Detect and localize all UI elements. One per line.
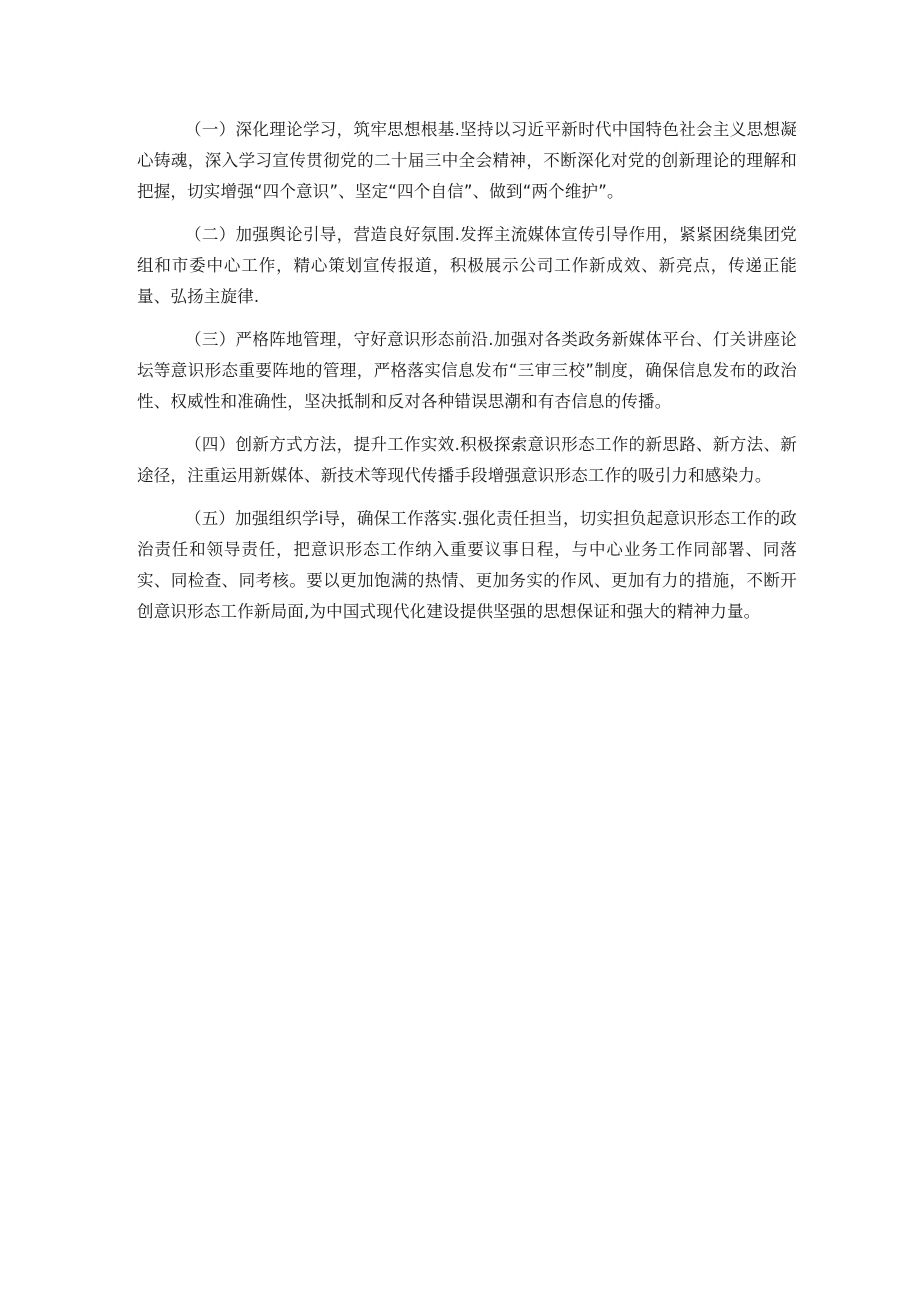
paragraph-2: （二）加强舆论引导，营造良好氛围.发挥主流媒体宣传引导作用，紧紧困绕集团党组和市委中心工作，精心策划宣传报道，积极展示公司工作新成效、新亮点，传递正能量、弘扬主旋律.	[137, 225, 797, 306]
paragraph-3: （三）严格阵地管理，守好意识形态前沿.加强对各类政务新媒体平台、仃关讲座论坛等意识形态重要阵地的管理，严格落实信息发布“三审三校”制度，确保信息发布的政治性、权威性和准确性，坚决抵制和反对各种错误思潮和有杏信息的传播。	[137, 330, 797, 411]
paragraph-1: （一）深化理论学习，筑牢思想根基.坚持以习近平新时代中国特色社会主义思想凝心铸魂，深入学习宣传贯彻党的二十届三中全会精神，不断深化对党的创新理论的理解和把握，切实增强“四个意识”、坚定“四个自信”、做到“两个维护”。	[137, 120, 797, 201]
paragraph-5: （五）加强组织学i导，确保工作落实.强化责任担当，切实担负起意识形态工作的政治责任和领导责任，把意识形态工作纳入重要议事日程，与中心业务工作同部署、同落实、同检查、同考核。要以更加饱满的热情、更加务实的作风、更加有力的措施，不断开创意识形态工作新局面,为中国式现代化建设提供坚强的思想保证和强大的精神力量。	[137, 509, 797, 621]
paragraph-4: （四）创新方式方法，提升工作实效.积极探索意识形态工作的新思路、新方法、新途径，注重运用新媒体、新技术等现代传播手段增强意识形态工作的吸引力和感染力。	[137, 435, 797, 485]
document-body	[137, 114, 797, 639]
